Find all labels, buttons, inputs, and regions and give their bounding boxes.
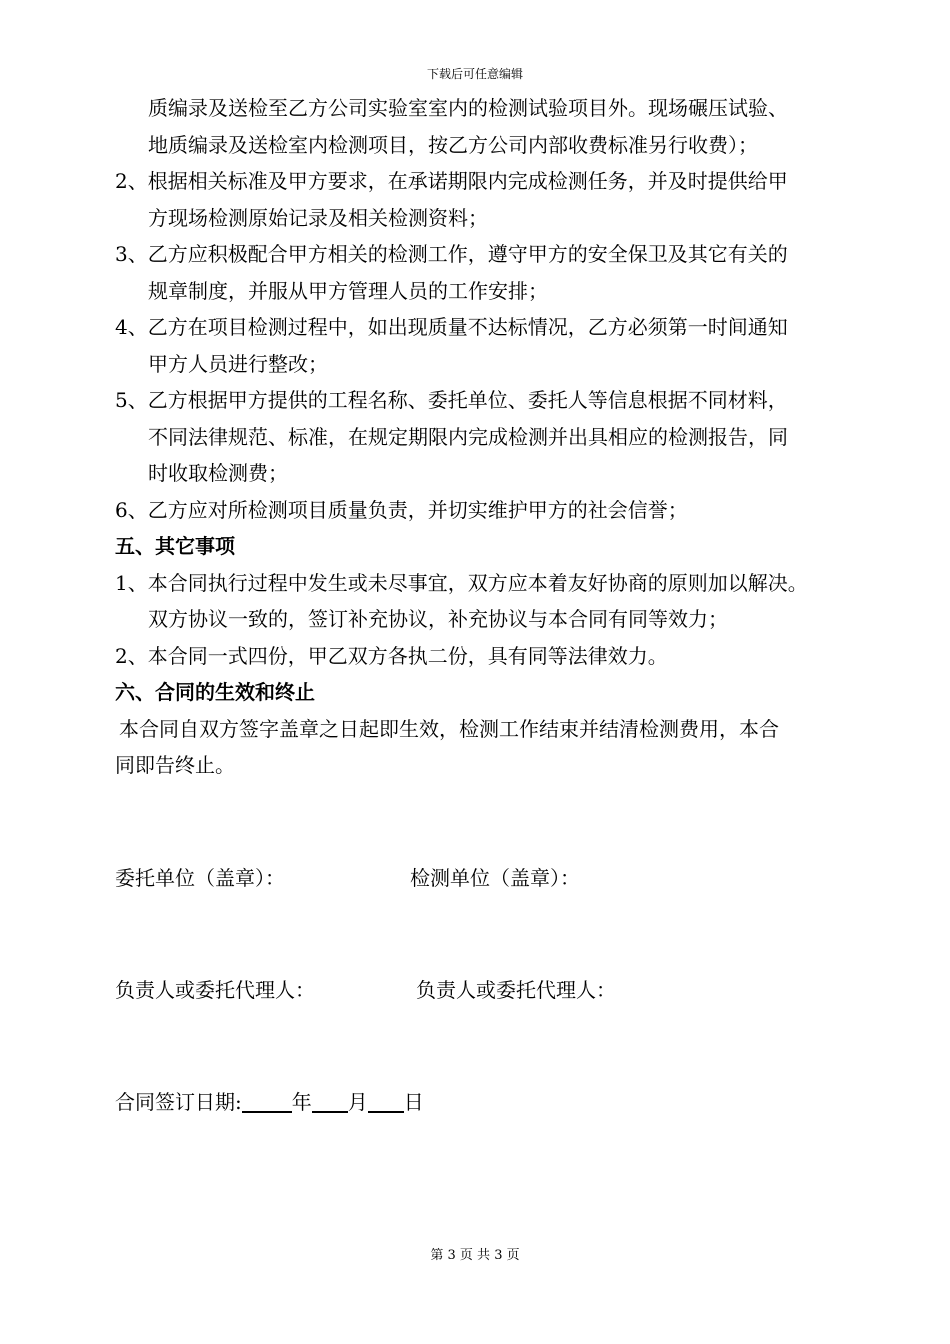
item-4-line-2: 甲方人员进行整改； (148, 351, 328, 376)
year-blank[interactable] (242, 1089, 292, 1113)
section-6-body-line-2: 同即告终止。 (115, 753, 235, 777)
item-4-line-1: 4、乙方在项目检测过程中，如出现质量不达标情况，乙方必须第一时间通知 (115, 315, 788, 339)
page-footer: 第 3 页 共 3 页 (430, 1248, 520, 1263)
day-blank[interactable] (368, 1089, 404, 1113)
page-header: 下载后可任意编辑 (426, 67, 523, 81)
item-3-line-2: 规章制度，并服从甲方管理人员的工作安排； (148, 278, 548, 303)
section-5-item-1-line-2: 双方协议一致的，签订补充协议，补充协议与本合同有同等效力； (148, 607, 728, 631)
item-3-line-1: 3、乙方应积极配合甲方相关的检测工作，遵守甲方的安全保卫及其它有关的 (115, 242, 788, 266)
section-6-body-line-1: 本合同自双方签字盖章之日起即生效，检测工作结束并结清检测费用，本合 (119, 716, 779, 741)
signing-date-label: 合同签订日期: (115, 1090, 242, 1114)
day-label: 日 (403, 1090, 424, 1114)
item-5-line-2: 不同法律规范、标准，在规定期限内完成检测并出具相应的检测报告，同 (148, 424, 788, 449)
item-6-line-1: 6、乙方应对所检测项目质量负责，并切实维护甲方的社会信誉； (115, 497, 688, 522)
section-5-item-1-line-1: 1、本合同执行过程中发生或未尽事宜，双方应本着友好协商的原则加以解决。 (115, 570, 808, 595)
item-5-line-3: 时收取检测费； (148, 461, 288, 485)
section-5-item-2-line-1: 2、本合同一式四份，甲乙双方各执二份，具有同等法律效力。 (115, 643, 668, 668)
item-continued-line-1: 质编录及送检至乙方公司实验室室内的检测试验项目外。现场碾压试验、 (148, 96, 788, 120)
item-2-line-2: 方现场检测原始记录及相关检测资料； (148, 205, 488, 230)
signing-date-row (115, 1088, 424, 1116)
contract-body (115, 90, 895, 784)
tester-agent-label: 负责人或委托代理人： (416, 978, 616, 1002)
month-blank[interactable] (312, 1089, 348, 1113)
section-5-title: 五、其它事项 (115, 534, 235, 558)
section-6-title: 六、合同的生效和终止 (115, 680, 315, 704)
tester-seal-label: 检测单位（盖章）： (410, 866, 580, 890)
item-5-line-1: 5、乙方根据甲方提供的工程名称、委托单位、委托人等信息根据不同材料， (115, 388, 788, 412)
client-seal-label: 委托单位（盖章）： (115, 866, 285, 890)
client-agent-label: 负责人或委托代理人： (115, 978, 315, 1002)
year-label: 年 (291, 1090, 312, 1114)
month-label: 月 (347, 1090, 368, 1114)
item-2-line-1: 2、根据相关标准及甲方要求，在承诺期限内完成检测任务，并及时提供给甲 (115, 169, 788, 193)
item-continued-line-2: 地质编录及送检室内检测项目，按乙方公司内部收费标准另行收费）； (148, 132, 758, 157)
